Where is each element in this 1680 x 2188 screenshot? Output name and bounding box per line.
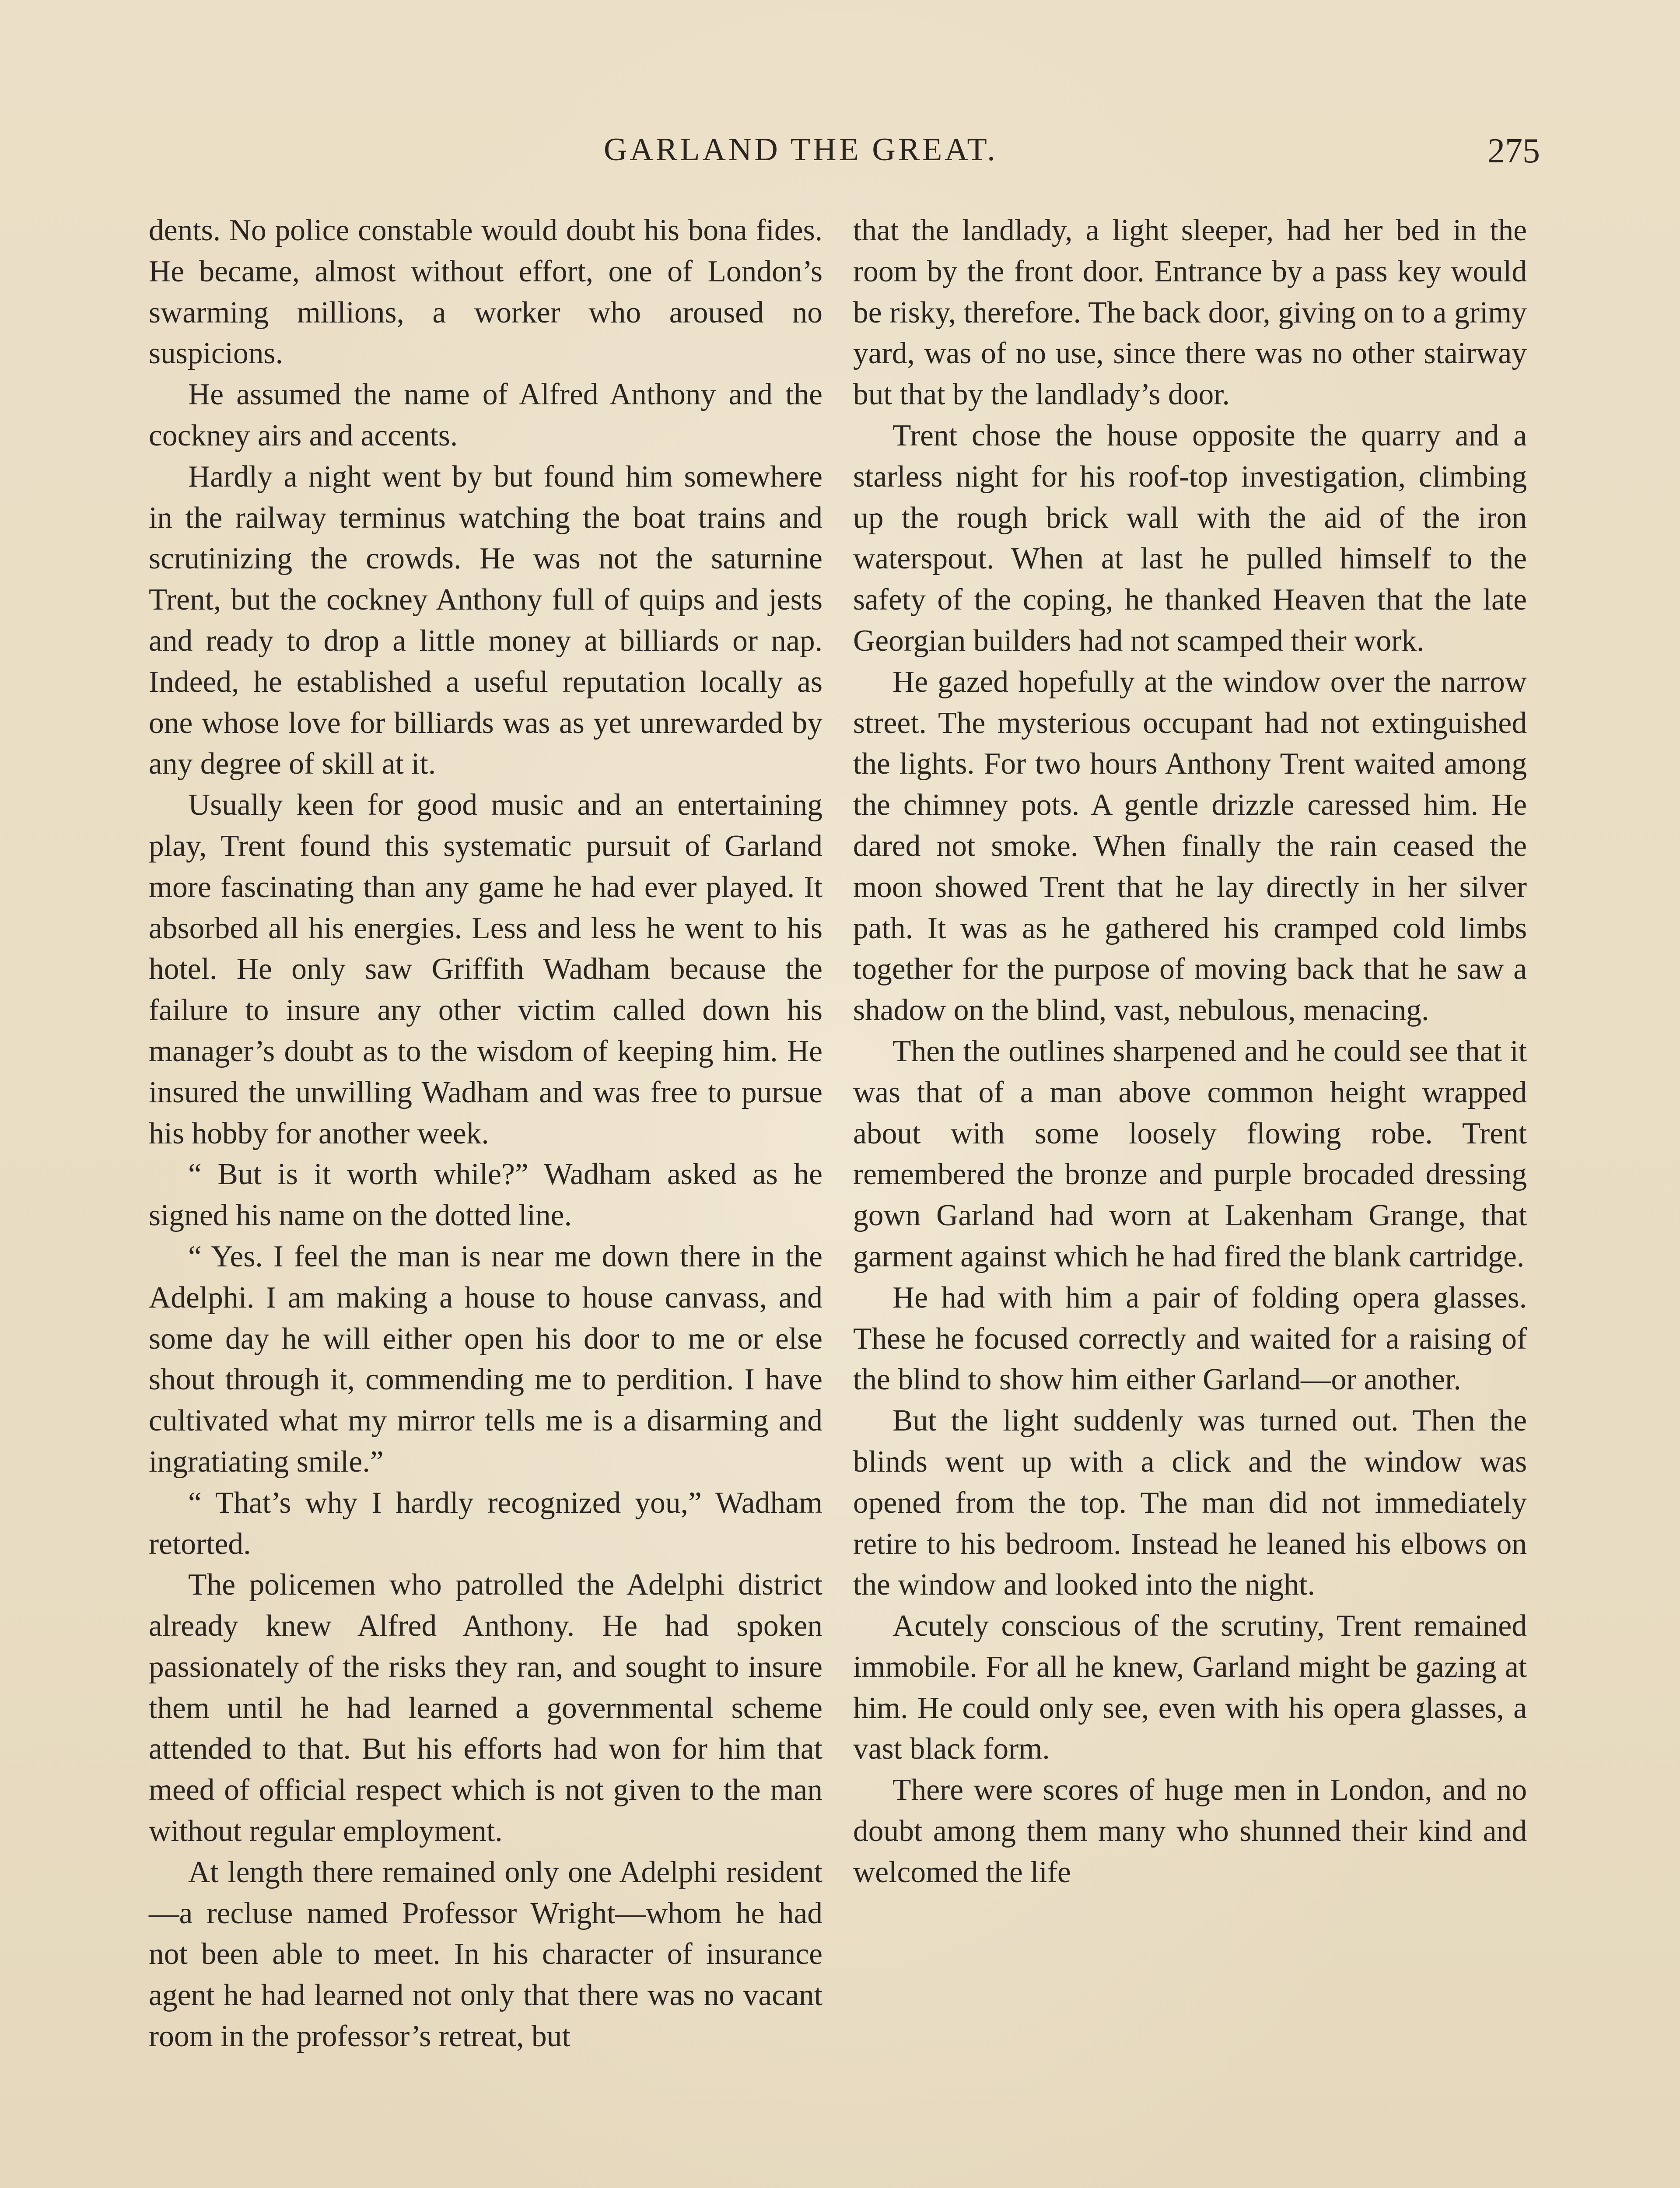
paragraph: “ Yes. I feel the man is near me down there in the Adelphi. I am making a house to house canvass, and some day he will either open his door to me or else shout through it, commending me to perdition. I have cultivated what my mirror tells me is a disarming and ingratiating smile.” bbox=[149, 1239, 822, 1479]
page-number: 275 bbox=[1488, 132, 1540, 170]
paragraph: He gazed hopefully at the window over the narrow street. The mysterious occupant had not extinguished the lights. For two hours Anthony Trent waited among the chimney pots. A gentle drizzle caressed him. He dared not smoke. When finally the rain ceased the moon showed Trent that he lay directly in her silver path. It was as he gathered his cramped cold limbs together for the purpose of moving back that he saw a shadow on the blind, vast, nebulous, menacing. bbox=[853, 665, 1527, 1027]
paragraph: “ But is it worth while?” Wadham asked as he signed his name on the dotted line. bbox=[149, 1157, 822, 1233]
paragraph: He assumed the name of Alfred Anthony and the cockney airs and accents. bbox=[149, 378, 822, 452]
paragraph: The policemen who patrolled the Adelphi district already knew Alfred Anthony. He had spoken passionately of the risks they ran, and sought to insure them until he had learned a governmental scheme attended to that. But his efforts had won for him that meed of official respect which is not given to the man without regular employment. bbox=[149, 1568, 822, 1848]
paragraph: “ That’s why I hardly recognized you,” Wadham retorted. bbox=[149, 1486, 822, 1561]
paragraph: At length there remained only one Adelphi resident—a recluse named Professor Wright—whom he had not been able to meet. In his character of insurance agent he had learned not only that there was no vacant room in the professor’s retreat, but bbox=[149, 1855, 822, 2054]
paragraph: that the landlady, a light sleeper, had her bed in the room by the front door. Entrance by a pass key would be risky, therefore. The back door, giving on to a grimy yard, was of no use, since there was no other stairway but that by the landlady’s door. bbox=[853, 214, 1527, 412]
paragraph: Acutely conscious of the scrutiny, Trent remained immobile. For all he knew, Garland might be gazing at him. He could only see, even with his opera glasses, a vast black form. bbox=[853, 1609, 1527, 1766]
paragraph: dents. No police constable would doubt his bona fides. He became, almost without effort, one of London’s swarming millions, a worker who aroused no suspicions. bbox=[149, 214, 822, 371]
paragraph: Hardly a night went by but found him somewhere in the railway terminus watching the boat trains and scrutinizing the crowds. He was not the saturnine Trent, but the cockney Anthony full of quips and jests and ready to drop a little money at billiards or nap. Indeed, he established a useful reputation locally as one whose love for billiards was as yet unrewarded by any degree of skill at it. bbox=[149, 459, 822, 781]
paragraph: But the light suddenly was turned out. Then the blinds went up with a click and the window was opened from the top. The man did not immediately retire to his bedroom. Instead he leaned his elbows on the window and looked into the night. bbox=[853, 1404, 1527, 1602]
paragraph: He had with him a pair of folding opera glasses. These he focused correctly and waited for a raising of the blind to show him either Garland—or another. bbox=[853, 1280, 1527, 1397]
paragraph: Then the outlines sharpened and he could see that it was that of a man above common height wrapped about with some loosely flowing robe. Trent remembered the bronze and purple brocaded dressing gown Garland had worn at Lakenham Grange, that garment against which he had fired the blank cartridge. bbox=[853, 1034, 1527, 1273]
paragraph: Usually keen for good music and an entertaining play, Trent found this systematic pursuit of Garland more fascinating than any game he had ever played. It absorbed all his energies. Less and less he went to his hotel. He only saw Griffith Wadham because the failure to insure any other victim called down his manager’s doubt as to the wisdom of keeping him. He insured the unwilling Wadham and was free to pursue his hobby for another week. bbox=[149, 788, 822, 1150]
paragraph: Trent chose the house opposite the quarry and a starless night for his roof-top investigation, climbing up the rough brick wall with the aid of the iron waterspout. When at last he pulled himself to the safety of the coping, he thanked Heaven that the late Georgian builders had not scamped their work. bbox=[853, 418, 1527, 658]
left-column bbox=[149, 210, 822, 2057]
paragraph: There were scores of huge men in London, and no doubt among them many who shunned their kind and welcomed the life bbox=[853, 1773, 1527, 1889]
right-column bbox=[853, 210, 1527, 1893]
running-title: GARLAND THE GREAT. bbox=[604, 132, 998, 168]
